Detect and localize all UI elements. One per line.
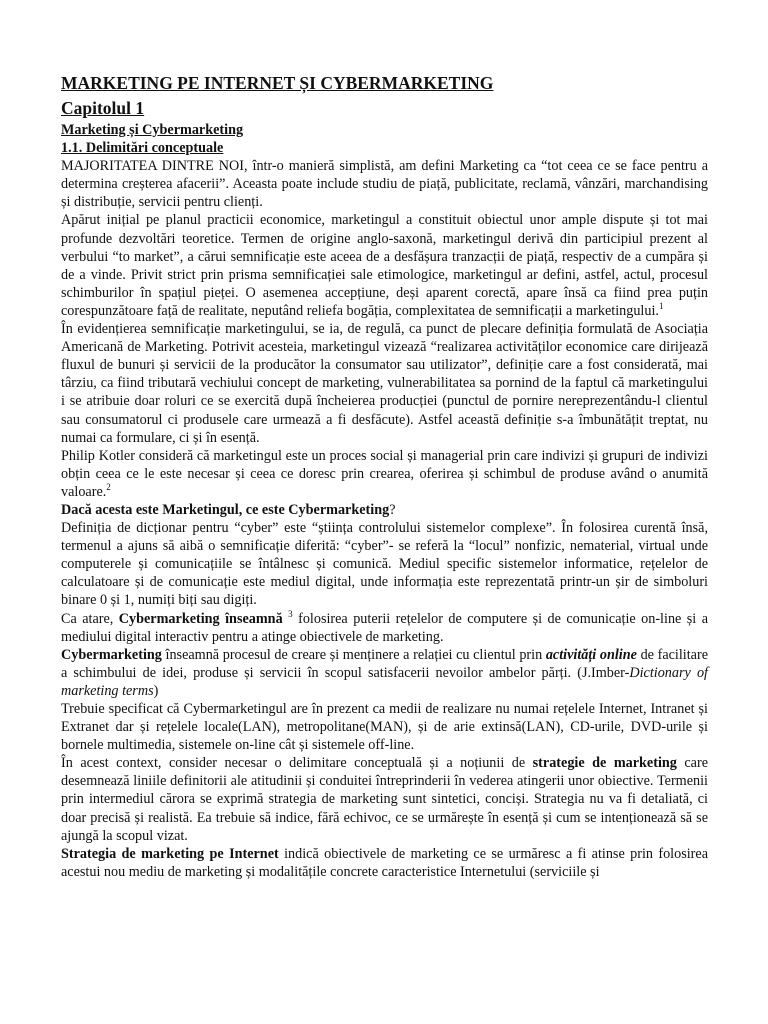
paragraph-7-bold: Cybermarketing <box>61 646 162 663</box>
document-title: MARKETING PE INTERNET ȘI CYBERMARKETING <box>61 73 494 93</box>
paragraph-6-lead: Ca atare, <box>61 610 119 627</box>
paragraph-5 <box>61 519 708 609</box>
paragraph-9-text-a: În acest context, consider necesar o delimitare conceptuală și a noțiunii de <box>61 755 533 772</box>
paragraph-3 <box>61 320 708 447</box>
section-heading: Marketing și Cybermarketing <box>61 122 244 138</box>
paragraph-9-bold: strategie de marketing <box>532 755 677 772</box>
paragraph-6 <box>61 610 708 646</box>
paragraph-7-text-a: înseamnă procesul de creare și menținere a relației cu clientul prin <box>161 646 546 663</box>
footnote-ref-3: 3 <box>288 608 293 619</box>
paragraph-9 <box>61 754 708 844</box>
paragraph-5-text: Definiția de dicționar pentru “cyber” este “știința controlului sistemelor complexe”. În folosirea curentă însă, termenul a ajuns să aibă o semnificație diferită: “cyber”- se referă la “locul” nonfizic, nematerial, virtual unde computerele și comunicațiile se întâlnesc și comunică. Mediul specific sistemelor informatice, rețelelor de calculatoare și de comunicație este mediul digital, unde informația este reprezentată printr-un șir de simboluri binare 0 și 1, numiți biți sau digiți. <box>61 520 708 609</box>
paragraph-9-text-b: care desemnează liniile definitorii ale atitudinii și conduitei întreprinderii în vederea atingerii unor obiective. Termenii prin intermediul cărora se exprimă strategia de marketing sunt sintetici, conciși. Strategia nu va fi detaliată, ci doar precisă și realistă. Ea trebuie să indice, fără echivoc, ce se urmărește în esență și cum se intenționează să se ajungă la scopul vizat. <box>61 755 708 844</box>
paragraph-7-text-b: de facilitare a schimbului de idei, produse și servicii în scopul satisfacerii nevoilor ambelor părți. (J.Imber- <box>61 646 708 681</box>
paragraph-6-text: folosirea puterii rețelelor de computere și de comunicație on-line și a mediului digital interactiv pentru a atinge obiectivele de marketing. <box>61 610 709 645</box>
paragraph-10-bold: Strategia de marketing pe Internet <box>61 845 279 862</box>
paragraph-2 <box>61 211 708 320</box>
paragraph-1-text: MAJORITATEA DINTRE NOI, într-o manieră simplistă, am defini Marketing ca “tot ceea ce se face pentru a determina creșterea afacerii”. Aceasta poate include studiu de piață, publicitate, reclamă, vânzări, marchandising și distribuție, servicii pentru clienți. <box>61 158 708 211</box>
paragraph-2-text: Apărut inițial pe planul practicii economice, marketingul a constituit obiectul unor ample dispute și tot mai profunde dezvoltări teoretice. Termen de origine anglo-saxonă, marketingul derivă din participiul prezent al verbului “to market”, a cărui semnificație este aceea de a desfășura tranzacții de piață, respectiv de a cumpăra și de a vinde. Privit strict prin prisma semnificației sale etimologice, marketingul ar defini, astfel, actul, procesul schimburilor în spațiul pieței. O asemenea accepțiune, deși aparent corectă, apare însă ca fiind prea puțin corespunzătoare față de realitate, neputând reliefa bogăția, complexitatea de semnificații a marketingului. <box>61 212 708 319</box>
paragraph-7-citation: Dictionary of marketing terms <box>61 664 708 699</box>
paragraph-4 <box>61 447 708 501</box>
paragraph-10-text: indică obiectivele de marketing ce se urmăresc a fi atinse prin folosirea acestui nou mediu de marketing și modalitățile concrete caracteristice Internetului (serviciile și <box>61 845 708 880</box>
paragraph-3-text: În evidențierea semnificație marketingului, se ia, de regulă, ca punct de plecare definiția formulată de Asociația Americană de Marketing. Potrivit acesteia, marketingul vizează “realizarea activităților economice care dirijează fluxul de bunuri și servicii de la producător la consumator sau utilizator”, definiție care a fost considerată, mai târziu, ca fiind tributară vechiului concept de marketing, vulnerabilitatea sa pornind de la faptul că marketingului i se atribuie doar roluri ce se exercită după încheierea producției (punctul de pornire nereprezentându-l clientul sau consumatorul ci produsele care urmează a fi desfăcute). Astfel această definiție s-a îmbunătățit treptat, nu numai ca formulare, ci și în esență. <box>61 321 708 446</box>
question-line <box>61 501 708 519</box>
paragraph-7-text-c: ) <box>153 682 159 699</box>
subsection-heading: 1.1. Delimitări conceptuale <box>61 140 224 157</box>
paragraph-7-emphasis: activități online <box>545 646 637 663</box>
paragraph-10 <box>61 845 708 881</box>
document-page <box>61 72 708 881</box>
footnote-ref-2: 2 <box>106 481 111 492</box>
paragraph-8 <box>61 700 708 754</box>
question-bold: Dacă acesta este Marketingul, ce este Cybermarketing <box>61 501 390 518</box>
paragraph-6-bold: Cybermarketing înseamnă <box>118 610 283 627</box>
question-mark: ? <box>389 501 396 518</box>
chapter-heading: Capitolul 1 <box>61 98 145 118</box>
paragraph-7 <box>61 646 708 700</box>
paragraph-8-text: Trebuie specificat că Cybermarketingul are în prezent ca medii de realizare nu numai rețelele Internet, Intranet și Extranet dar și rețelele locale(LAN), metropolitane(MAN), și de arie extinsă(LAN), CD-urile, DVD-urile și bornele multimedia, sistemele on-line cât și sistemele off-line. <box>61 701 708 754</box>
paragraph-4-text: Philip Kotler consideră că marketingul este un proces social și managerial prin care indivizi și grupuri de indivizi obțin ceea ce le este necesar și ceea ce doresc prin crearea, oferirea și schimbul de produse având o anumită valoare. <box>61 447 708 500</box>
paragraph-1 <box>61 157 708 211</box>
footnote-ref-1: 1 <box>658 300 664 311</box>
